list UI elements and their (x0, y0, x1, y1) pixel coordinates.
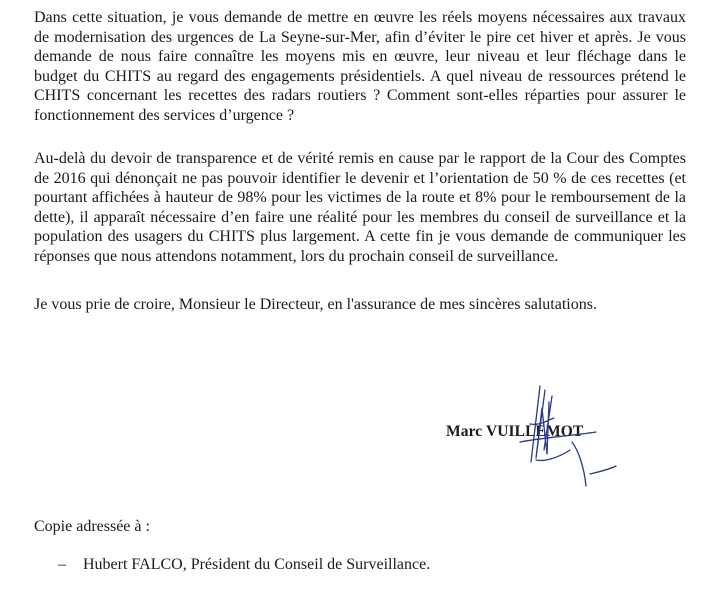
letter-paragraph: Dans cette situation, je vous demande de mettre en œuvre les réels moyens nécessaires aux travaux de modernisation des urgences de La Seyne-sur-Mer, afin d’éviter le pire cet hiver et après. Je vous demande de nous faire connaître les moyens mis en œuvre, leur niveau et leur fléchage dans le budget du CHITS au regard des engagements présidentiels. A quel niveau de ressources prétend le CHITS concernant les recettes des radars routiers ? Comment sont-elles réparties pour assurer le fonctionnement des services d’urgence ? (34, 9, 686, 124)
copy-recipient: Hubert FALCO, Président du Conseil de Surveillance. (83, 556, 431, 573)
handwritten-signature (500, 380, 630, 492)
list-dash: – (58, 556, 66, 573)
letter-paragraph: Au-delà du devoir de transparence et de vérité remis en cause par le rapport de la Cour des Comptes de 2016 qui dénonçait ne pas pouvoir identifier le devenir et l’orientation de 50 % de ces recettes (et pourtant affichées à hauteur de 98% pour les victimes de la route et 8% pour le remboursement de la dette), il apparaît nécessaire d’en faire une réalité pour les membres du conseil de surveillance et la population des usagers du CHITS plus largement. A cette fin je vous demande de communiquer les réponses que nous attendons notamment, lors du prochain conseil de surveillance. (34, 150, 686, 265)
signer-name: Marc VUILLEMOT (446, 423, 584, 440)
copy-label: Copie adressée à : (34, 518, 150, 535)
list-item (58, 555, 431, 575)
copy-recipient-list (58, 555, 431, 575)
closing-salutation: Je vous prie de croire, Monsieur le Directeur, en l'assurance de mes sincères salutations. (34, 296, 597, 313)
